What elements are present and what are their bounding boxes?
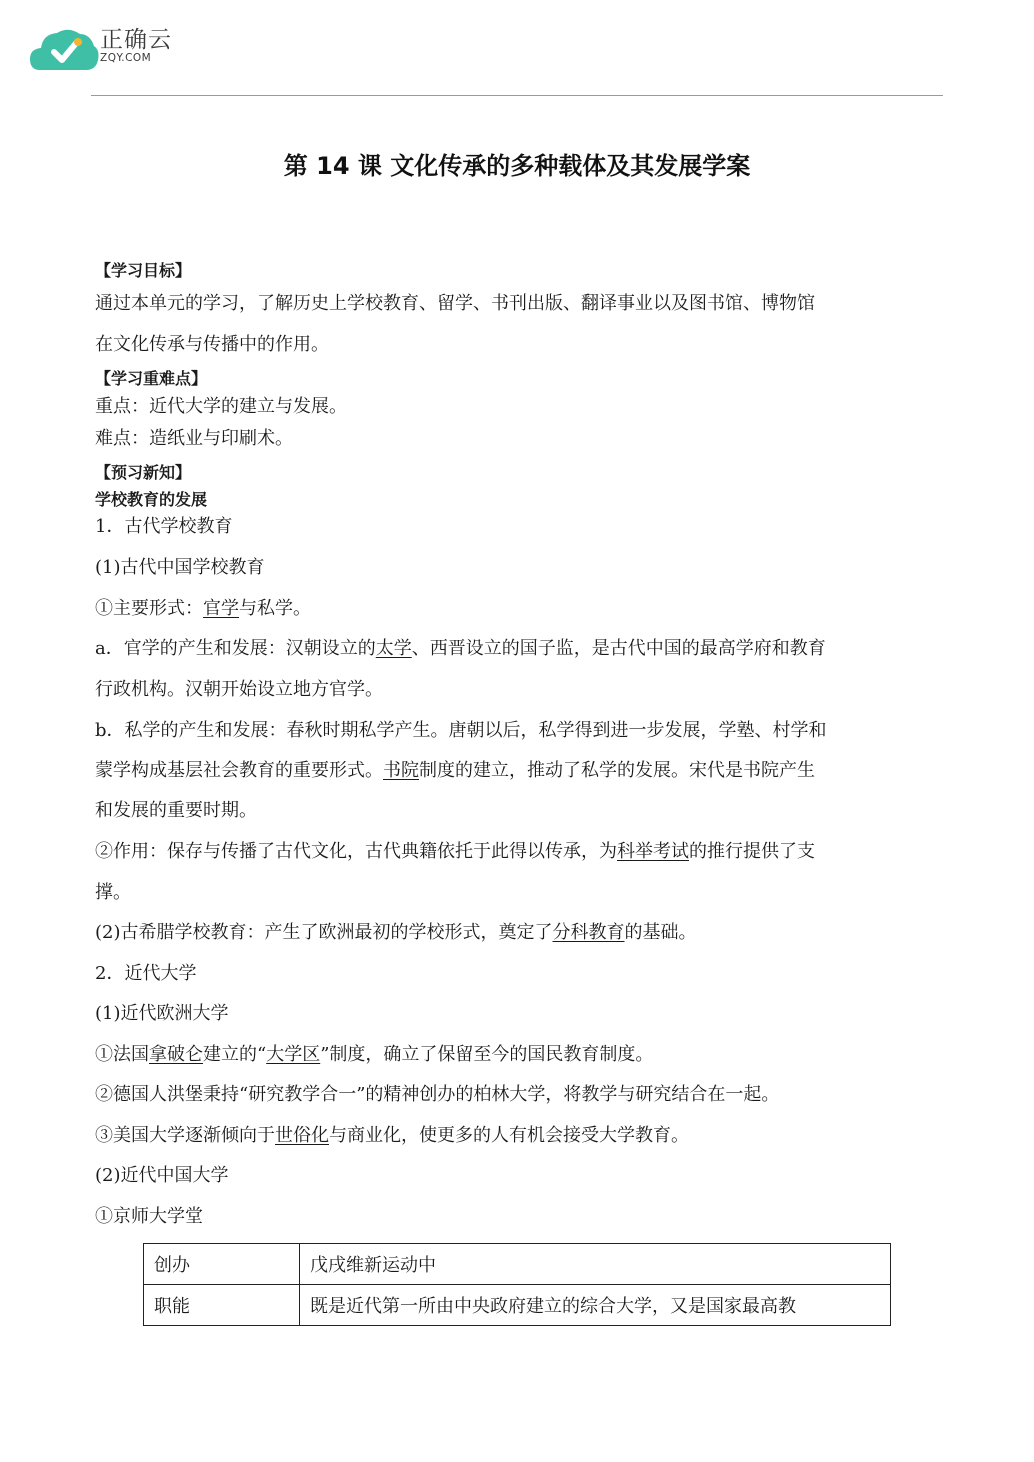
jingshi-heading: ①京师大学堂 <box>95 1206 203 1227</box>
underlined-term: 大学区 <box>266 1044 321 1065</box>
underlined-term: 官学 <box>203 598 239 619</box>
table-key: 创办 <box>144 1244 300 1285</box>
goals-text-line-1: 通过本单元的学习，了解历史上学校教育、留学、书刊出版、翻译事业以及图书馆、博物馆 <box>95 293 815 314</box>
keypoints-heading: 【学习重难点】 <box>95 369 208 388</box>
usa-line: ③美国大学逐渐倾向于世俗化与商业化，使更多的人有机会接受大学教育。 <box>95 1125 689 1146</box>
table-value: 戊戌维新运动中 <box>300 1244 891 1285</box>
private-school-line-3: 和发展的重要时期。 <box>95 800 257 821</box>
function-line-1: ②作用：保存与传播了古代文化，古代典籍依托于此得以传承，为科举考试的推行提供了支 <box>95 841 815 862</box>
underlined-term: 分科教育 <box>552 922 625 943</box>
table-row <box>144 1244 891 1285</box>
main-forms-line: ①主要形式：官学与私学。 <box>95 598 311 619</box>
cloud-icon <box>30 30 99 70</box>
underlined-term: 拿破仑 <box>149 1044 203 1065</box>
private-school-line-1: b．私学的产生和发展：春秋时期私学产生。唐朝以后，私学得到进一步发展，学塾、村学和 <box>95 720 827 741</box>
difficult-point: 难点：造纸业与印刷术。 <box>95 428 293 449</box>
france-line: ①法国拿破仑建立的“大学区”制度，确立了保留至今的国民教育制度。 <box>95 1044 654 1065</box>
item-1: 1．古代学校教育 <box>95 516 233 537</box>
brand-domain: ZQY.COM <box>100 52 152 64</box>
private-school-line-2: 蒙学构成基层社会教育的重要形式。书院制度的建立，推动了私学的发展。宋代是书院产生 <box>95 760 815 781</box>
key-point: 重点：近代大学的建立与发展。 <box>95 396 347 417</box>
page-title: 第 14 课 文化传承的多种载体及其发展学案 <box>283 152 751 180</box>
item-1-1: (1)古代中国学校教育 <box>95 557 265 578</box>
table-key: 职能 <box>144 1285 300 1326</box>
underlined-term: 世俗化 <box>275 1125 329 1146</box>
goals-heading: 【学习目标】 <box>95 261 192 280</box>
item-2-2: (2)近代中国大学 <box>95 1165 229 1186</box>
item-2-1: (1)近代欧洲大学 <box>95 1003 229 1024</box>
item-2: 2．近代大学 <box>95 963 197 984</box>
table-row <box>144 1285 891 1326</box>
brand-wordmark <box>100 28 172 65</box>
underlined-term: 科举考试 <box>617 841 689 862</box>
preview-heading: 【预习新知】 <box>95 463 192 482</box>
underlined-term: 书院 <box>383 760 419 781</box>
header-divider <box>91 95 943 96</box>
section-subheading: 学校教育的发展 <box>95 490 208 509</box>
greek-school-line: (2)古希腊学校教育：产生了欧洲最初的学校形式，奠定了分科教育的基础。 <box>95 922 697 943</box>
goals-text-line-2: 在文化传承与传播中的作用。 <box>95 334 329 355</box>
table-value: 既是近代第一所由中央政府建立的综合大学，又是国家最高教 <box>300 1285 891 1326</box>
jingshi-table <box>143 1243 891 1326</box>
official-school-line-1: a．官学的产生和发展：汉朝设立的太学、西晋设立的国子监，是古代中国的最高学府和教育 <box>95 638 826 659</box>
official-school-line-2: 行政机构。汉朝开始设立地方官学。 <box>95 679 383 700</box>
brand-name: 正确云 <box>100 27 172 53</box>
function-line-2: 撑。 <box>95 882 131 903</box>
underlined-term: 太学 <box>375 638 412 659</box>
germany-line: ②德国人洪堡秉持“研究教学合一”的精神创办的柏林大学，将教学与研究结合在一起。 <box>95 1084 780 1105</box>
